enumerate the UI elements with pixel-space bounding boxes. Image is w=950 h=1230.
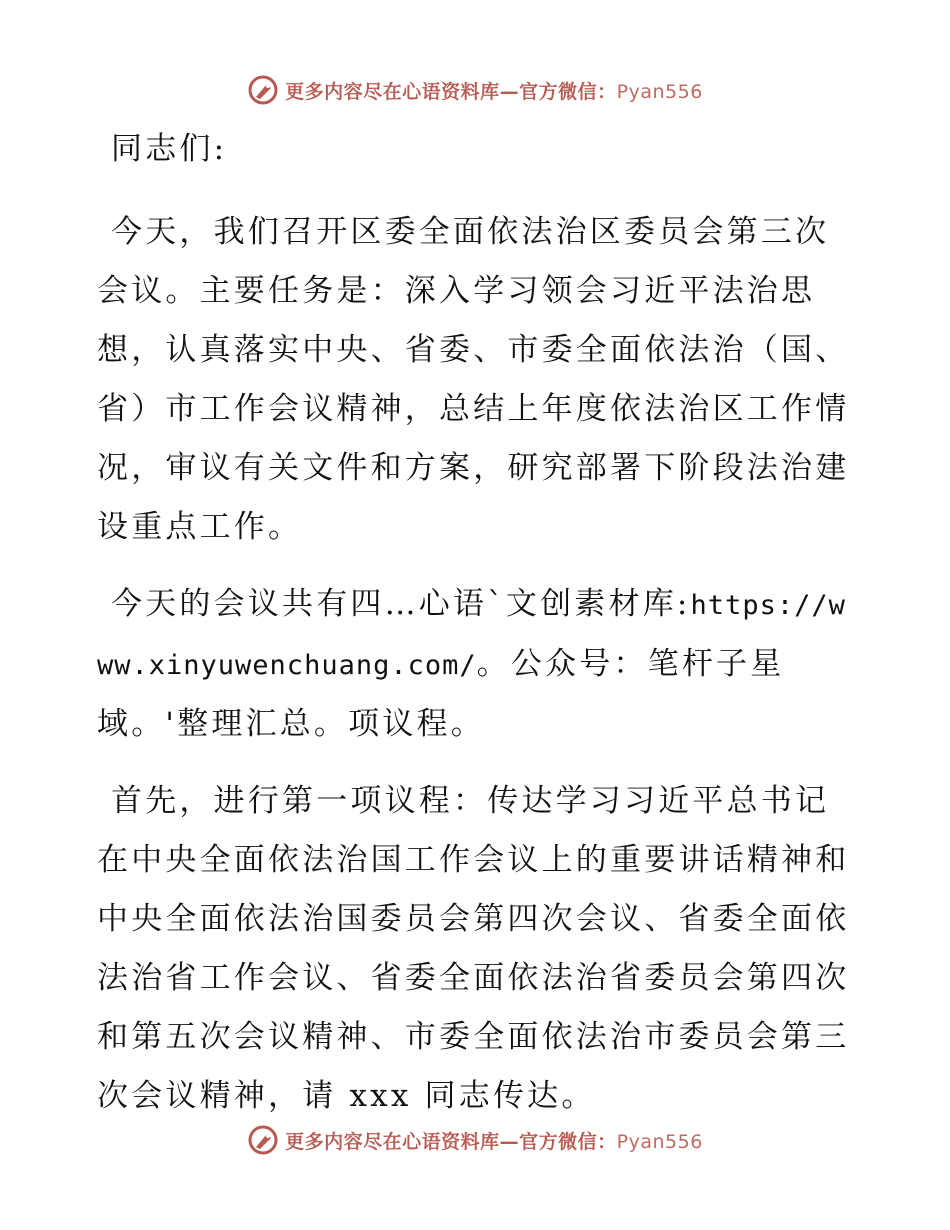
paragraph-agenda [97,575,857,754]
agenda-text-before: 今天的会议共有四…心语`文创素材库: [111,586,691,622]
agenda-url[interactable]: https://www.xinyuwenchuang.com/ [97,590,846,681]
watermark-text: 更多内容尽在心语资料库—官方微信：Pyan556 [285,80,703,103]
header-watermark [0,70,950,110]
watermark-handle: Pyan556 [616,1130,703,1153]
pen-nib-circle-icon [247,1124,279,1156]
paragraph-intro: 今天，我们召开区委全面依法治区委员会第三次会议。主要任务是：深入学习领会习近平法治思想，认真落实中央、省委、市委全面依法治（国、省）市工作会议精神，总结上年度依法治区工作情况，审议有关文件和方案，研究部署下阶段法治建设重点工作。 [97,214,850,545]
footer-watermark [0,1120,950,1160]
watermark-handle: Pyan556 [616,80,703,103]
watermark-text: 更多内容尽在心语资料库—官方微信：Pyan556 [285,1130,703,1153]
salutation: 同志们: [111,131,228,167]
agenda-text-after: 。公众号：笔杆子星域。'整理汇总。项议程。 [97,646,785,742]
document-body [97,120,857,1144]
paragraph-first-item: 首先，进行第一项议程：传达学习习近平总书记在中央全面依法治国工作会议上的重要讲话精神和中央全面依法治国委员会第四次会议、省委全面依法治省工作会议、省委全面依法治省委员会第四次和第五次会议精神、市委全面依法治市委员会第三次会议精神，请 xxx 同志传达。 [97,783,850,1114]
pen-nib-circle-icon [247,74,279,106]
